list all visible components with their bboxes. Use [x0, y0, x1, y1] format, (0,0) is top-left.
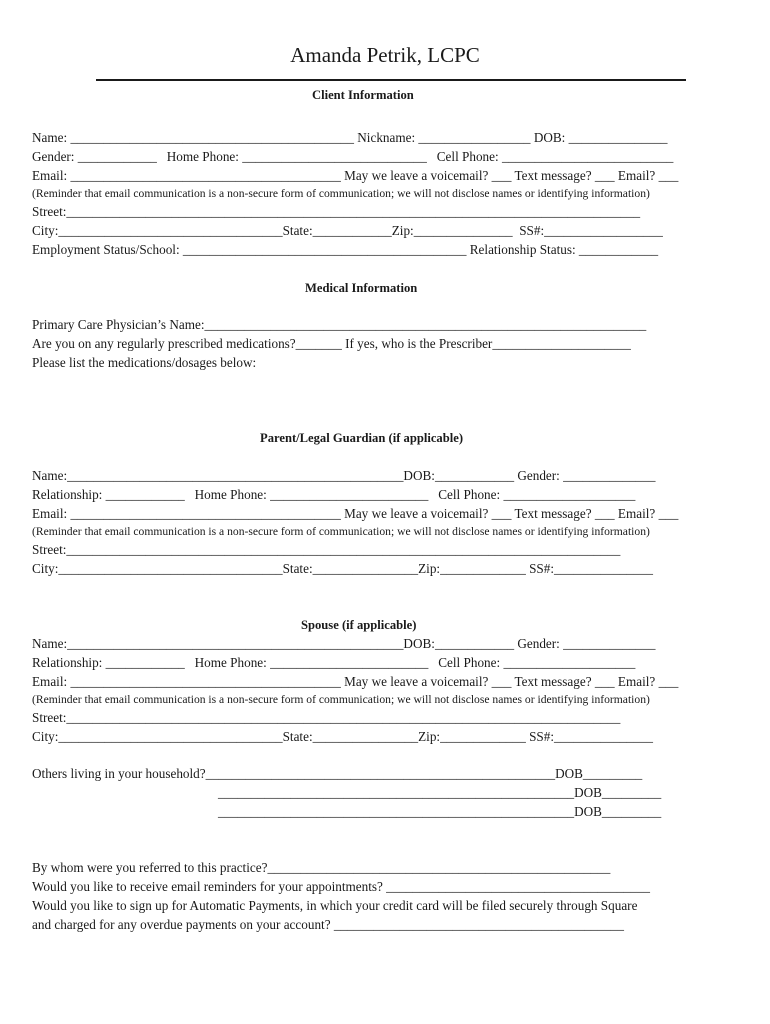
- spouse-email-line[interactable]: Email: _________________________________________ May we leave a voicemail? ___ Text message? ___ Email? ___: [32, 674, 679, 689]
- guardian-heading: Parent/Legal Guardian (if applicable): [260, 431, 464, 445]
- auto-payments-line-2[interactable]: and charged for any overdue payments on your account? ____________________________________________: [32, 917, 624, 932]
- spouse-city-line[interactable]: City:__________________________________State:________________Zip:_____________ SS#:_______________: [32, 729, 653, 744]
- spouse-relationship-line[interactable]: Relationship: ____________ Home Phone: ________________________ Cell Phone: ____________________: [32, 655, 636, 670]
- guardian-street-line[interactable]: Street:____________________________________________________________________________________: [32, 542, 621, 557]
- referral-line[interactable]: By whom were you referred to this practice?____________________________________________________: [32, 860, 611, 875]
- client-gender-phone-line[interactable]: Gender: ____________ Home Phone: ____________________________ Cell Phone: __________________________: [32, 149, 674, 164]
- spouse-name-line[interactable]: Name:___________________________________________________DOB:____________ Gender: ______________: [32, 636, 656, 651]
- client-street-line[interactable]: Street:_______________________________________________________________________________________: [32, 204, 641, 219]
- guardian-relationship-line[interactable]: Relationship: ____________ Home Phone: ________________________ Cell Phone: ____________________: [32, 487, 636, 502]
- client-city-line[interactable]: City:__________________________________State:____________Zip:_______________ SS#:__________________: [32, 223, 663, 238]
- guardian-email-reminder: (Reminder that email communication is a non-secure form of communication; we will not disclose names or identifying information): [32, 525, 650, 538]
- client-name-line[interactable]: Name: ___________________________________________ Nickname: _________________ DOB: _______________: [32, 130, 668, 145]
- medical-info-heading: Medical Information: [305, 281, 418, 295]
- household-line-3[interactable]: ______________________________________________________DOB_________: [218, 804, 662, 819]
- title-divider: [96, 79, 686, 81]
- guardian-city-line[interactable]: City:__________________________________State:________________Zip:_____________ SS#:_______________: [32, 561, 653, 576]
- client-email-line[interactable]: Email: _________________________________________ May we leave a voicemail? ___ Text message? ___ Email? ___: [32, 168, 679, 183]
- client-email-reminder: (Reminder that email communication is a non-secure form of communication; we will not disclose names or identifying information): [32, 187, 650, 200]
- auto-payments-line-1: Would you like to sign up for Automatic Payments, in which your credit card will be filed securely through Square: [32, 898, 638, 913]
- spouse-heading: Spouse (if applicable): [301, 618, 417, 632]
- client-employment-line[interactable]: Employment Status/School: ___________________________________________ Relationship Status: ____________: [32, 242, 659, 257]
- guardian-name-line[interactable]: Name:___________________________________________________DOB:____________ Gender: ______________: [32, 468, 656, 483]
- physician-line[interactable]: Primary Care Physician’s Name:___________________________________________________________________: [32, 317, 647, 332]
- client-info-heading: Client Information: [312, 88, 414, 102]
- email-reminders-line[interactable]: Would you like to receive email reminders for your appointments? ________________________________________: [32, 879, 650, 894]
- medications-list-label: Please list the medications/dosages below:: [32, 355, 257, 370]
- medications-line[interactable]: Are you on any regularly prescribed medications?_______ If yes, who is the Prescriber_____________________: [32, 336, 631, 351]
- spouse-email-reminder: (Reminder that email communication is a non-secure form of communication; we will not disclose names or identifying information): [32, 693, 650, 706]
- page-title: Amanda Petrik, LCPC: [290, 43, 480, 67]
- household-line-2[interactable]: ______________________________________________________DOB_________: [218, 785, 662, 800]
- spouse-street-line[interactable]: Street:____________________________________________________________________________________: [32, 710, 621, 725]
- household-line-1[interactable]: Others living in your household?_____________________________________________________DOB_________: [32, 766, 643, 781]
- guardian-email-line[interactable]: Email: _________________________________________ May we leave a voicemail? ___ Text message? ___ Email? ___: [32, 506, 679, 521]
